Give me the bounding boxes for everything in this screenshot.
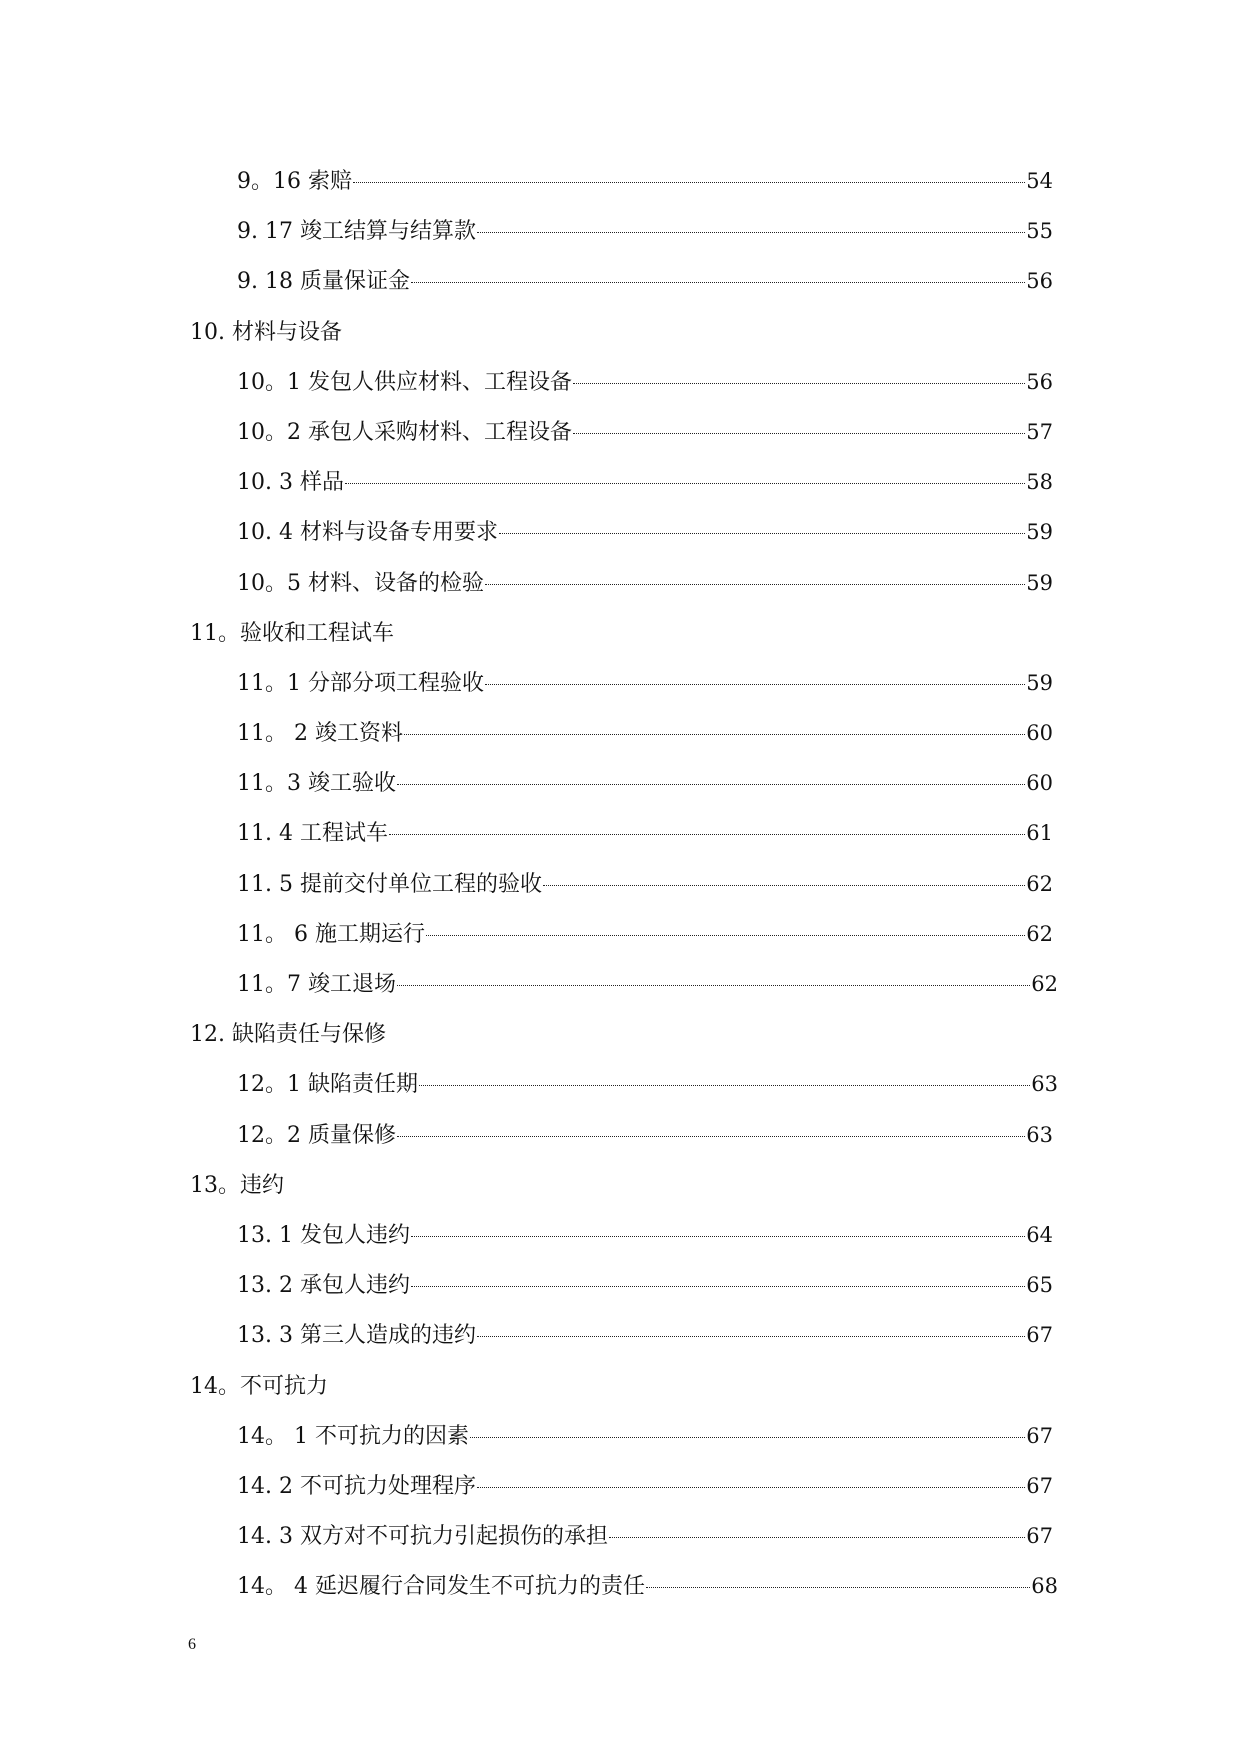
- toc-entry: [0, 1312, 1241, 1362]
- toc-dot-leader: [397, 784, 1025, 785]
- toc-entry-line: [237, 766, 1053, 797]
- toc-dot-leader: [389, 834, 1025, 835]
- toc-entry: [0, 158, 1241, 208]
- toc-entry-label: 14。 1 不可抗力的因素: [237, 1423, 469, 1449]
- toc-heading-label: 10. 材料与设备: [190, 319, 342, 345]
- toc-entry-label: 13. 1 发包人违约: [237, 1222, 410, 1248]
- toc-entry-label: 11。 2 竣工资料: [237, 721, 403, 747]
- toc-entry-label: 13. 3 第三人造成的违约: [237, 1323, 476, 1349]
- toc-heading-label: 12. 缺陷责任与保修: [190, 1022, 386, 1048]
- toc-dot-leader: [353, 182, 1025, 183]
- toc-entry-page-number: 59: [1026, 520, 1053, 545]
- toc-section-heading: [0, 1011, 1241, 1061]
- toc-entry-line: [237, 1067, 1058, 1098]
- toc-dot-leader: [477, 232, 1025, 233]
- toc-entry-line: [237, 415, 1053, 446]
- toc-dot-leader: [411, 282, 1025, 283]
- toc-entry-line: [237, 1218, 1053, 1249]
- toc-entry-page-number: 56: [1026, 269, 1053, 294]
- toc-entry: [0, 359, 1241, 409]
- toc-entry: [0, 509, 1241, 559]
- toc-entry: [0, 810, 1241, 860]
- toc-entry-page-number: 56: [1026, 369, 1053, 394]
- toc-entry-label: 14。 4 延迟履行合同发生不可抗力的责任: [237, 1574, 645, 1600]
- toc-dot-leader: [646, 1587, 1030, 1588]
- toc-entry-label: 10. 3 样品: [237, 470, 344, 496]
- toc-entry-page-number: 67: [1026, 1423, 1053, 1448]
- toc-dot-leader: [477, 1336, 1025, 1337]
- toc-entry-page-number: 60: [1026, 721, 1053, 746]
- toc-heading-label: 13。违约: [190, 1172, 284, 1198]
- toc-entry-page-number: 62: [1026, 921, 1053, 946]
- toc-entry-label: 14. 2 不可抗力处理程序: [237, 1473, 476, 1499]
- toc-entry: [0, 409, 1241, 459]
- toc-entry-line: [237, 716, 1053, 747]
- toc-entry-label: 9. 17 竣工结算与结算款: [237, 219, 476, 245]
- toc-dot-leader: [411, 1286, 1025, 1287]
- toc-entry: [0, 710, 1241, 760]
- toc-entry: [0, 1112, 1241, 1162]
- toc-entry-line: [237, 1268, 1053, 1299]
- toc-entry-page-number: 60: [1026, 771, 1053, 796]
- toc-entry-page-number: 63: [1026, 1122, 1053, 1147]
- toc-entry-label: 10. 4 材料与设备专用要求: [237, 520, 498, 546]
- toc-entry-label: 9。16 索赔: [237, 169, 352, 194]
- toc-entry-label: 10。5 材料、设备的检验: [237, 570, 484, 596]
- toc-entry: [0, 1463, 1241, 1513]
- toc-entry-line: [237, 566, 1053, 597]
- toc-entry-page-number: 57: [1026, 419, 1053, 444]
- toc-entry-page-number: 67: [1026, 1473, 1053, 1498]
- toc-entry: [0, 258, 1241, 308]
- toc-entry: [0, 1513, 1241, 1563]
- toc-entry-label: 11. 5 提前交付单位工程的验收: [237, 871, 542, 897]
- toc-entry-page-number: 65: [1026, 1273, 1053, 1298]
- toc-entry-page-number: 62: [1031, 972, 1058, 996]
- toc-dot-leader: [485, 684, 1025, 685]
- toc-entry-line: [237, 666, 1053, 697]
- toc-entry-line: [237, 1469, 1053, 1500]
- toc-entry-label: 11。1 分部分项工程验收: [237, 670, 484, 696]
- toc-entry: [0, 1413, 1241, 1463]
- toc-entry: [0, 1262, 1241, 1312]
- toc-entry-page-number: 64: [1026, 1222, 1053, 1247]
- toc-entry-page-number: 59: [1026, 570, 1053, 595]
- toc-entry: [0, 208, 1241, 258]
- toc-entry-label: 11。3 竣工验收: [237, 771, 396, 797]
- toc-entry-label: 10。1 发包人供应材料、工程设备: [237, 369, 572, 395]
- toc-dot-leader: [426, 935, 1025, 936]
- toc-entry-line: [237, 867, 1053, 898]
- toc-dot-leader: [411, 1236, 1025, 1237]
- toc-entry: [0, 459, 1241, 509]
- toc-dot-leader: [397, 1136, 1025, 1137]
- table-of-contents: [0, 158, 1241, 1613]
- toc-entry-page-number: 61: [1026, 821, 1053, 846]
- toc-entry: [0, 660, 1241, 710]
- toc-entry-page-number: 58: [1026, 470, 1053, 495]
- toc-entry-label: 12。1 缺陷责任期: [237, 1072, 418, 1098]
- toc-heading-label: 14。不可抗力: [190, 1373, 328, 1399]
- toc-entry: [0, 760, 1241, 810]
- toc-entry-page-number: 67: [1026, 1323, 1053, 1348]
- toc-dot-leader: [543, 885, 1025, 886]
- toc-entry: [0, 961, 1241, 1011]
- toc-entry-line: [237, 1519, 1053, 1550]
- toc-section-heading: [0, 610, 1241, 660]
- toc-entry: [0, 911, 1241, 961]
- toc-entry-label: 13. 2 承包人违约: [237, 1273, 410, 1299]
- toc-entry-page-number: 62: [1026, 871, 1053, 896]
- toc-dot-leader: [573, 383, 1025, 384]
- toc-entry-line: [237, 1118, 1053, 1149]
- toc-dot-leader: [485, 584, 1025, 585]
- toc-section-heading: [0, 309, 1241, 359]
- toc-dot-leader: [499, 533, 1025, 534]
- toc-entry-label: 9. 18 质量保证金: [237, 269, 410, 295]
- toc-entry-line: [237, 214, 1053, 245]
- toc-entry-label: 11。7 竣工退场: [237, 972, 396, 997]
- toc-entry-line: [237, 465, 1053, 496]
- toc-entry-line: [237, 917, 1053, 948]
- toc-entry-label: 11. 4 工程试车: [237, 821, 388, 847]
- toc-entry-line: [237, 365, 1053, 396]
- toc-entry-page-number: 63: [1031, 1072, 1058, 1097]
- toc-dot-leader: [397, 985, 1030, 986]
- toc-entry-line: [237, 1318, 1053, 1349]
- toc-dot-leader: [573, 433, 1025, 434]
- toc-entry-page-number: 55: [1026, 219, 1053, 244]
- toc-dot-leader: [477, 1487, 1025, 1488]
- toc-entry: [0, 1061, 1241, 1111]
- toc-entry-line: [237, 816, 1053, 847]
- toc-entry-line: [237, 264, 1053, 295]
- toc-dot-leader: [609, 1537, 1025, 1538]
- toc-section-heading: [0, 1363, 1241, 1413]
- toc-entry-label: 14. 3 双方对不可抗力引起损伤的承担: [237, 1524, 608, 1550]
- toc-entry-page-number: 67: [1026, 1524, 1053, 1549]
- toc-entry: [0, 861, 1241, 911]
- toc-entry-line: [237, 515, 1053, 546]
- page-number: 6: [188, 1636, 196, 1653]
- toc-dot-leader: [404, 734, 1025, 735]
- toc-entry-line: [237, 1419, 1053, 1450]
- toc-entry-line: [237, 1569, 1058, 1600]
- toc-dot-leader: [470, 1437, 1025, 1438]
- toc-dot-leader: [419, 1085, 1030, 1086]
- toc-entry-label: 12。2 质量保修: [237, 1122, 396, 1148]
- toc-entry: [0, 1212, 1241, 1262]
- toc-entry-label: 10。2 承包人采购材料、工程设备: [237, 419, 572, 445]
- toc-dot-leader: [345, 483, 1025, 484]
- toc-entry-page-number: 68: [1031, 1574, 1058, 1599]
- toc-heading-label: 11。验收和工程试车: [190, 620, 394, 646]
- toc-entry-label: 11。 6 施工期运行: [237, 921, 425, 947]
- toc-section-heading: [0, 1162, 1241, 1212]
- toc-entry-line: [237, 164, 1053, 195]
- toc-entry: [0, 560, 1241, 610]
- toc-entry-page-number: 54: [1026, 169, 1053, 193]
- toc-entry: [0, 1563, 1241, 1613]
- toc-entry-line: [237, 967, 1058, 998]
- toc-entry-page-number: 59: [1026, 670, 1053, 695]
